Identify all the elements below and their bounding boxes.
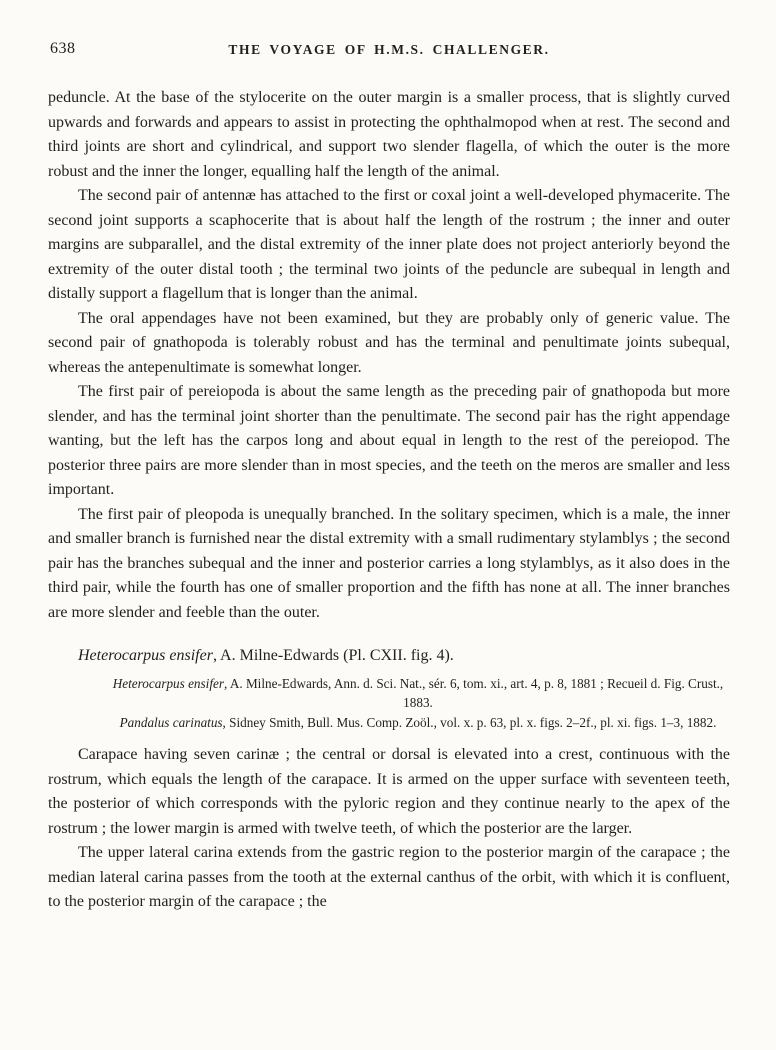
paragraph: The first pair of pleopoda is unequally branched. In the solitary specimen, which is a male, the inner and smaller branch is furnished near the distal extremity with a small rudimentary stylamblys ; the second pair has the branches subequal and the inner and posterior carries a long stylamblys, as it also does in the third pair, while the fourth has one of smaller proportion and the fifth has none at all. The inner branches are more slender and feeble than the outer. bbox=[48, 505, 730, 621]
synonymy-citations bbox=[112, 674, 724, 733]
citation bbox=[112, 674, 724, 713]
species-heading-rest: , A. Milne-Edwards (Pl. CXII. fig. 4). bbox=[212, 647, 454, 664]
paragraph: The upper lateral carina extends from the gastric region to the posterior margin of the carapace ; the median lateral carina passes from the tooth at the external canthus of the orbit, with which it is confluent, to the posterior margin of the carapace ; the bbox=[48, 844, 730, 910]
running-title: THE VOYAGE OF H.M.S. CHALLENGER. bbox=[228, 42, 550, 57]
species-heading bbox=[48, 644, 730, 669]
species-name: Heterocarpus ensifer bbox=[78, 647, 213, 664]
paragraph: Carapace having seven carinæ ; the central or dorsal is elevated into a crest, continuous with the rostrum, which equals the length of the carapace. It is armed on the upper surface with seventeen teeth, the posterior of which corresponds with the pyloric region and they continue nearly to the apex of the rostrum ; the lower margin is armed with twelve teeth, of which the posterior are the larger. bbox=[48, 746, 730, 837]
paragraph: peduncle. At the base of the stylocerite on the outer margin is a smaller process, that is slightly curved upwards and forwards and appears to assist in protecting the ophthalmopod when at rest. The second and third joints are short and cylindrical, and support two slender flagella, of which the outer is the more robust and the inner the longer, equalling half the length of the animal. bbox=[48, 89, 730, 180]
citation-rest: , Sidney Smith, Bull. Mus. Comp. Zoöl., vol. x. p. 63, pl. x. figs. 2–2f., pl. xi. figs. 1–3, 1882. bbox=[222, 714, 717, 730]
paragraph: The second pair of antennæ has attached to the first or coxal joint a well-developed phymacerite. The second joint supports a scaphocerite that is about half the length of the rostrum ; the inner and outer margins are subparallel, and the distal extremity of the inner plate does not project anteriorly beyond the extremity of the outer distal tooth ; the terminal two joints of the peduncle are subequal in length and distally support a flagellum that is longer than the animal. bbox=[48, 187, 730, 302]
paragraph: The first pair of pereiopoda is about the same length as the preceding pair of gnathopoda but more slender, and has the terminal joint shorter than the penultimate. The second pair has the right appendage wanting, but the left has the carpos long and about equal in length to the rest of the pereiopod. The posterior three pairs are more slender than in most species, and the teeth on the meros are smaller and less important. bbox=[48, 383, 730, 498]
citation-rest: , A. Milne-Edwards, Ann. d. Sci. Nat., sér. 6, tom. xi., art. 4, p. 8, 1881 ; Recueil d. Fig. Crust., 1883. bbox=[223, 675, 724, 710]
citation-species-name: Pandalus carinatus bbox=[119, 714, 223, 730]
paragraph: The oral appendages have not been examined, but they are probably only of generic value. The second pair of gnathopoda is tolerably robust and has the terminal and penultimate joints subequal, whereas the antepenultimate is somewhat longer. bbox=[48, 309, 730, 376]
text-column bbox=[48, 86, 730, 915]
citation bbox=[112, 713, 724, 733]
running-head bbox=[48, 40, 730, 62]
page-number: 638 bbox=[50, 40, 76, 57]
citation-species-name: Heterocarpus ensifer bbox=[112, 675, 224, 691]
